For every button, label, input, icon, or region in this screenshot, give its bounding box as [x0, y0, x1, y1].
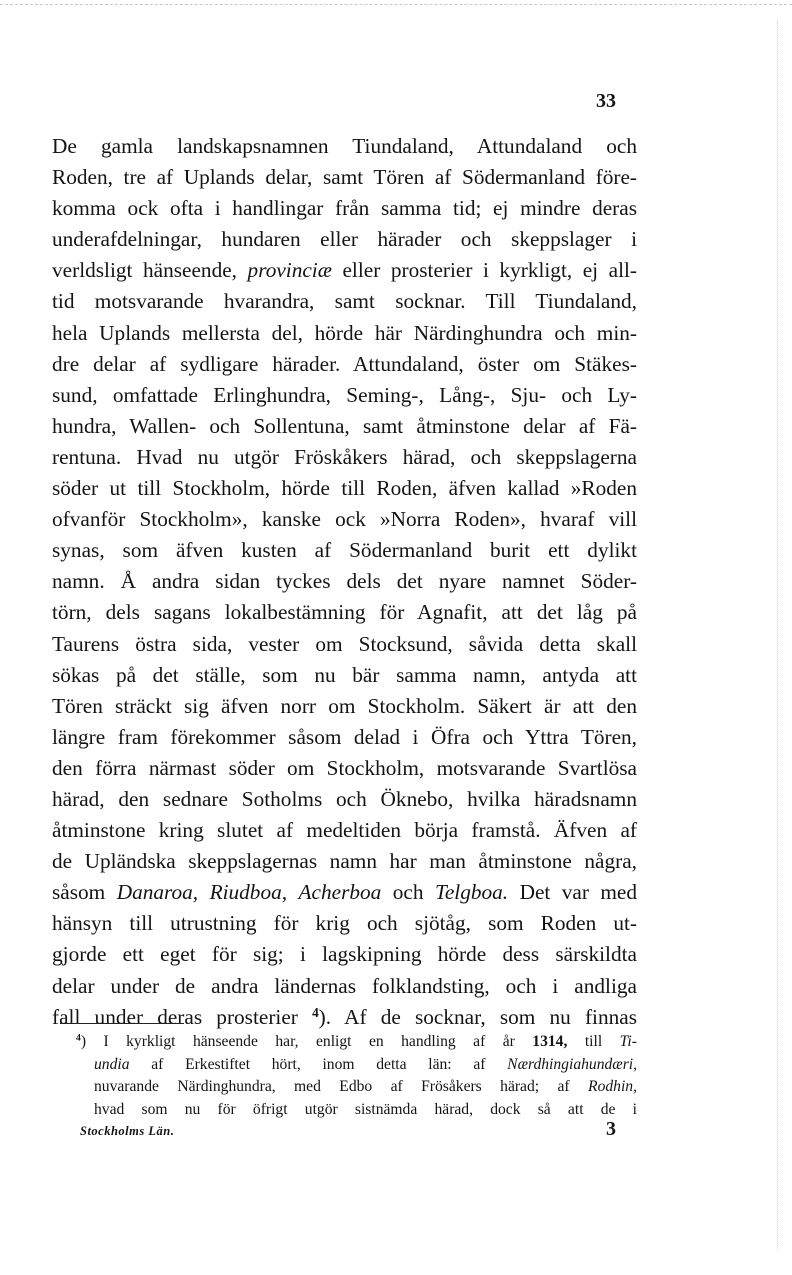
text-run: till — [584, 1033, 603, 1050]
footnote-line — [76, 1054, 637, 1077]
text-run: och — [392, 880, 424, 905]
text-line: åtminstone kring slutet af medeltiden börja framstå. Äfven af — [52, 818, 637, 843]
text-run: ) I kyrkligt hänseende har, enligt en handling af år — [80, 1033, 515, 1050]
text-line: namn. Å andra sidan tyckes dels det nyare namnet Söder- — [52, 569, 637, 594]
text-run: fall under deras prosterier — [52, 1004, 298, 1029]
text-line — [52, 877, 637, 908]
page-number: 33 — [596, 90, 616, 112]
signature-mark: Stockholms Län. — [80, 1124, 175, 1138]
text-line: törn, dels sagans lokalbestämning för Agnafit, att det låg på — [52, 600, 637, 625]
text-line: sund, omfattade Erlinghundra, Seming-, Lång-, Sju- och Ly- — [52, 382, 637, 407]
italic-term: Riudboa, — [209, 880, 288, 905]
text-run: ). Af de socknar, som nu finnas — [318, 1004, 638, 1029]
text-line: söder ut till Stockholm, hörde till Roden, äfven kallad »Roden — [52, 476, 637, 501]
text-line — [52, 255, 637, 286]
italic-term: Nærdhingiahundæri, — [507, 1055, 638, 1073]
text-run: nuvarande Närdinghundra, med Edbo af Frösåkers härad; af — [94, 1078, 570, 1095]
text-line: Roden, tre af Uplands delar, samt Tören af Södermanland före- — [52, 165, 637, 190]
text-line: Tören sträckt sig äfven norr om Stockholm. Säkert är att den — [52, 693, 637, 718]
italic-term: Danaroa, — [116, 880, 199, 905]
italic-term: provinciæ — [247, 258, 332, 283]
text-line: rentuna. Hvad nu utgör Fröskåkers härad, och skeppslagerna — [52, 444, 637, 469]
main-paragraph — [52, 131, 637, 1033]
footnote-line — [76, 1076, 637, 1099]
text-run: af Erkestiftet hört, inom detta län: af — [151, 1055, 486, 1073]
text-line — [52, 1002, 637, 1033]
scan-top-edge — [0, 4, 792, 5]
text-line: sökas på det ställe, som nu bär samma namn, antyda att — [52, 662, 637, 687]
text-line: delar under de andra ländernas folklandsting, och i andliga — [52, 973, 637, 998]
italic-term: Rodhin, — [588, 1078, 637, 1095]
text-line: den förra närmast söder om Stockholm, motsvarande Svartlösa — [52, 755, 637, 780]
signature-number: 3 — [606, 1118, 616, 1140]
italic-term: Acherboa — [298, 880, 382, 905]
footnote — [76, 1031, 637, 1121]
text-line: Taurens östra sida, vester om Stocksund, såvida detta skall — [52, 631, 637, 656]
text-line: hela Uplands mellersta del, hörde här Närdinghundra och min- — [52, 320, 637, 345]
text-line: tid motsvarande hvarandra, samt socknar. Till Tiundaland, — [52, 289, 637, 314]
footnote-reference: 4 — [312, 1004, 319, 1020]
text-run: såsom — [52, 880, 106, 905]
text-line: De gamla landskapsnamnen Tiundaland, Attundaland och — [52, 134, 637, 158]
text-line: hänsyn till utrustning för krig och sjötåg, som Roden ut- — [52, 911, 637, 936]
text-line: härad, den sednare Sotholms och Öknebo, hvilka häradsnamn — [52, 786, 637, 811]
text-run: Det var med — [519, 880, 638, 905]
text-line: underafdelningar, hundaren eller härader och skeppslager i — [52, 227, 637, 252]
text-line: gjorde ett eget för sig; i lagskipning hörde dess särskildta — [52, 942, 637, 967]
text-run: eller prosterier i kyrkligt, ej all- — [342, 258, 638, 283]
text-line: längre fram förekommer såsom delad i Öfra och Yttra Tören, — [52, 724, 637, 749]
footnote-marker: 4 — [76, 1032, 81, 1044]
scan-right-edge — [777, 20, 778, 1250]
year-value: 1314, — [532, 1033, 568, 1050]
footnote-line: hvad som nu för öfrigt utgör sistnämda härad, dock så att de i — [94, 1100, 637, 1118]
text-line: synas, som äfven kusten af Södermanland burit ett dylikt — [52, 538, 637, 563]
italic-term: Telgboa. — [434, 880, 509, 905]
italic-term: undia — [94, 1055, 130, 1073]
footnote-line — [76, 1031, 637, 1054]
italic-term: Ti- — [619, 1033, 637, 1050]
footnote-divider — [60, 1023, 184, 1024]
text-line: komma ock ofta i handlingar från samma tid; ej mindre deras — [52, 196, 637, 221]
text-line: dre delar af sydligare härader. Attundaland, öster om Stäkes- — [52, 351, 637, 376]
text-line: hundra, Wallen- och Sollentuna, samt åtminstone delar af Fä- — [52, 413, 637, 438]
text-line: de Upländska skeppslagernas namn har man åtminstone några, — [52, 849, 637, 874]
text-run: verldsligt hänseende, — [52, 258, 237, 283]
text-line: ofvanför Stockholm», kanske ock »Norra Roden», hvaraf vill — [52, 507, 637, 532]
